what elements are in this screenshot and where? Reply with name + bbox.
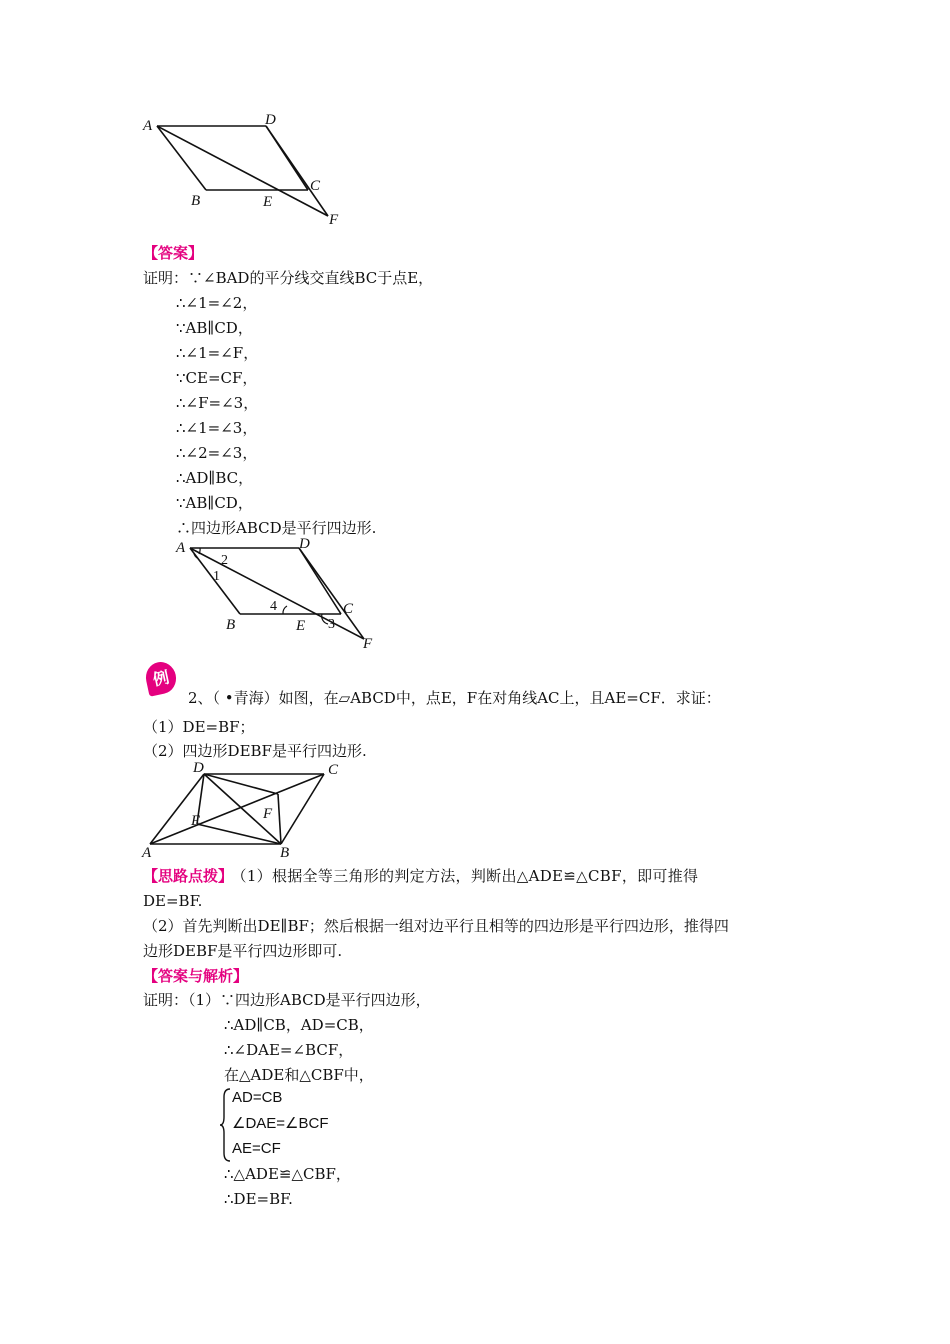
fig2-label-a: A	[176, 540, 186, 556]
fig1-label-e: E	[263, 194, 273, 210]
answer2-line-3: ∴∠DAE=∠BCF，	[224, 1041, 354, 1059]
answer1-line-11: ∴四边形ABCD是平行四边形.	[176, 519, 377, 537]
fig1-label-c: C	[310, 178, 321, 194]
answer1-line-8: ∴∠2=∠3，	[176, 444, 258, 462]
fig1-label-b: B	[191, 193, 201, 209]
fig3-label-e: E	[191, 813, 201, 829]
hint-text-1: （1）根据全等三角形的判定方法，判断出△ADE≌△CBF，即可推得	[239, 867, 699, 885]
fig1-label-f: F	[329, 212, 339, 228]
fig2-angle-1: 1	[213, 569, 220, 584]
fig2-label-b: B	[226, 617, 236, 633]
answer-tag: 【答案】	[143, 244, 204, 262]
fig2-label-e: E	[296, 618, 306, 634]
answer2-line-6: ∴DE=BF.	[224, 1190, 293, 1208]
hint-line-4: 边形DEBF是平行四边形即可.	[143, 942, 343, 960]
answer1-line-5: ∵CE=CF，	[176, 369, 258, 387]
answer1-line-10: ∵AB∥CD，	[176, 494, 253, 512]
figure-1-parallelogram	[140, 112, 360, 234]
example-badge	[143, 659, 179, 697]
figure-2-parallelogram-angles	[170, 535, 385, 655]
answer2-line-2: ∴AD∥CB，AD=CB，	[224, 1016, 374, 1034]
brace-row-1: AD=CB	[232, 1089, 283, 1106]
fig2-angle-3: 3	[328, 617, 335, 632]
hint-line-1	[143, 866, 698, 886]
fig1-label-d: D	[265, 112, 276, 128]
hint-tag: 【思路点拨】	[143, 867, 234, 885]
fig2-label-f: F	[363, 636, 373, 652]
answer2-line-4: 在△ADE和△CBF中，	[224, 1066, 374, 1084]
answer1-line-1: 证明：∵∠BAD的平分线交直线BC于点E，	[143, 269, 434, 287]
fig3-label-a: A	[142, 845, 152, 861]
answer2-line-1: 证明：（1）∵四边形ABCD是平行四边形，	[143, 991, 431, 1009]
fig2-label-d: D	[299, 536, 310, 552]
fig2-angle-4: 4	[270, 599, 277, 614]
answer1-line-7: ∴∠1=∠3，	[176, 419, 258, 437]
fig2-label-c: C	[343, 601, 354, 617]
fig3-label-c: C	[328, 762, 339, 778]
answer1-line-3: ∵AB∥CD，	[176, 319, 253, 337]
fig3-label-d: D	[193, 760, 204, 776]
fig1-label-a: A	[143, 118, 153, 134]
example-badge-label: 例	[151, 667, 171, 690]
example2-question-2: （2）四边形DEBF是平行四边形.	[143, 742, 367, 760]
brace-row-3: AE=CF	[232, 1140, 281, 1157]
hint-line-2: DE=BF.	[143, 892, 203, 910]
system-brace	[220, 1087, 232, 1163]
hint-line-3: （2）首先判断出DE∥BF；然后根据一组对边平行且相等的四边形是平行四边形，推得四	[143, 917, 729, 935]
brace-row-2: ∠DAE=∠BCF	[232, 1115, 329, 1132]
answer1-line-6: ∴∠F=∠3，	[176, 394, 259, 412]
fig2-angle-2: 2	[221, 553, 228, 568]
figure-3-parallelogram-diagonal	[138, 758, 348, 863]
answer2-line-5: ∴△ADE≌△CBF，	[224, 1165, 351, 1183]
fig3-label-b: B	[280, 845, 290, 861]
example2-title: 2、（ •青海）如图，在▱ABCD中，点E，F在对角线AC上，且AE=CF．求证：	[188, 689, 721, 707]
answer1-line-4: ∴∠1=∠F，	[176, 344, 259, 362]
answer1-line-2: ∴∠1=∠2，	[176, 294, 258, 312]
example2-question-1: （1）DE=BF；	[143, 718, 255, 736]
answer2-tag: 【答案与解析】	[143, 967, 249, 985]
answer1-line-9: ∴AD∥BC，	[176, 469, 254, 487]
fig3-label-f: F	[263, 806, 273, 822]
